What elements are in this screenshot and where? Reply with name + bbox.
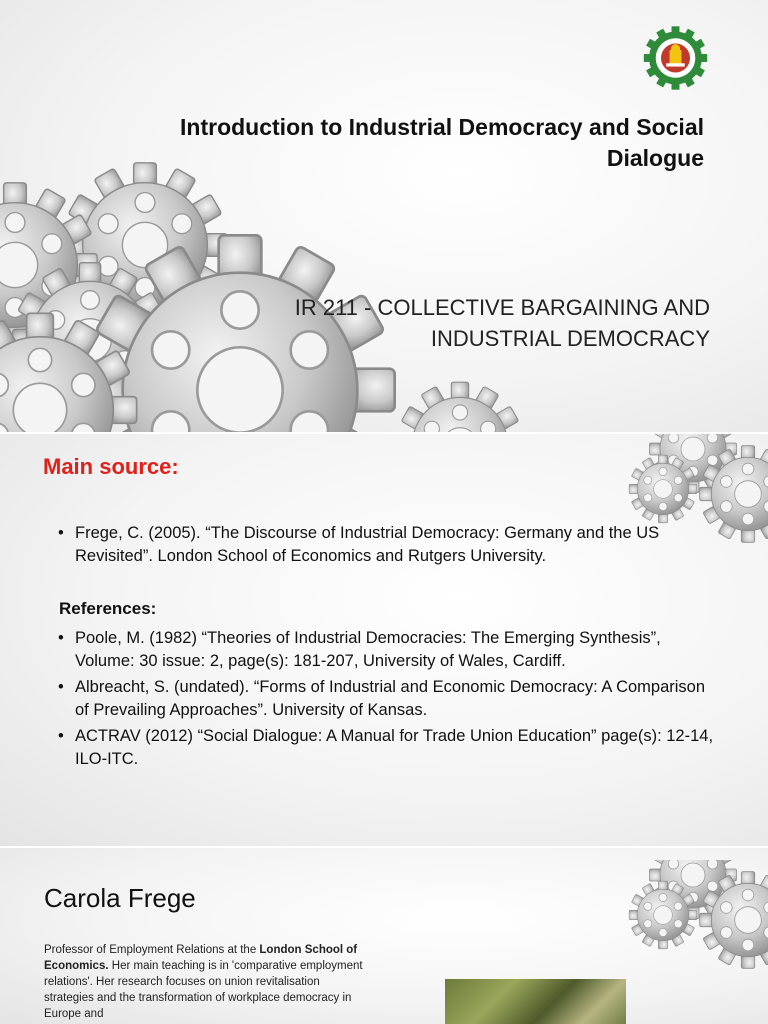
main-source-heading: Main source:	[43, 454, 179, 479]
author-photo	[445, 979, 626, 1024]
list-item: • Albreacht, S. (undated). “Forms of Industrial and Economic Democracy: A Comparison of Prevailing Approaches”. University of Kansas.	[58, 676, 718, 722]
references-heading: References:	[59, 599, 157, 618]
author-name: Carola Frege	[44, 883, 196, 913]
presentation-title: Introduction to Industrial Democracy and Social Dialogue	[180, 114, 704, 171]
list-item: • Frege, C. (2005). “The Discourse of Industrial Democracy: Germany and the US Revisited”. London School of Economics and Rutgers University.	[58, 522, 718, 568]
list-item: • ACTRAV (2012) “Social Dialogue: A Manual for Trade Union Education” page(s): 12-14, ILO-ITC.	[58, 725, 718, 771]
title-slide	[0, 0, 768, 432]
course-subtitle: IR 211 - COLLECTIVE BARGAINING AND INDUSTRIAL DEMOCRACY	[294, 295, 710, 351]
gears-decoration	[628, 860, 768, 970]
references-list	[58, 627, 718, 774]
main-source-list	[58, 522, 718, 571]
author-slide	[0, 848, 768, 1024]
university-seal-icon	[640, 25, 711, 91]
sources-slide	[0, 434, 768, 846]
author-bio: Professor of Employment Relations at the London School of Economics. Her main teaching is in 'comparative employment relations'. Her research focuses on union revitalisation strategies and the transformation of workplace democracy in Europe and	[44, 944, 363, 1020]
list-item: • Poole, M. (1982) “Theories of Industrial Democracies: The Emerging Synthesis”, Volume: 30 issue: 2, page(s): 181-207, University of Wales, Cardiff.	[58, 627, 718, 673]
